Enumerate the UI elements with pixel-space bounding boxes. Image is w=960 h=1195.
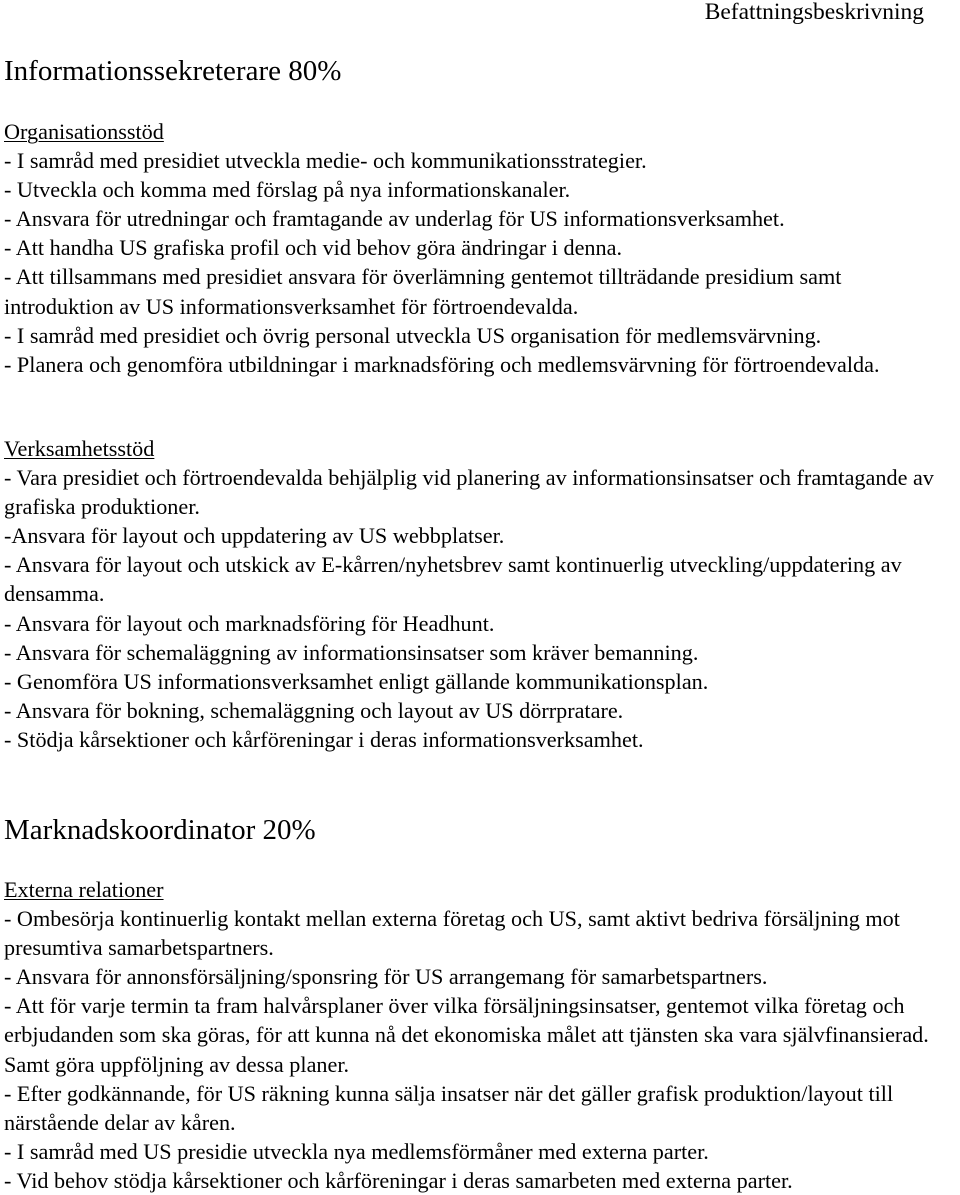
list-item: - Genomföra US informationsverksamhet enligt gällande kommunikationsplan.	[4, 668, 709, 694]
section-organisationsstod	[4, 117, 954, 379]
section-heading: Verksamhetsstöd	[4, 436, 155, 461]
list-item: - I samråd med presidiet och övrig personal utveckla US organisation för medlemsvärvning.	[4, 322, 822, 348]
role-title-marknadskoordinator: Marknadskoordinator 20%	[4, 814, 316, 846]
list-item: - Att tillsammans med presidiet ansvara för överlämning gentemot tillträdande presidium samt introduktion av US informationsverksamhet för förtroendevalda.	[4, 264, 842, 319]
list-item: - Vara presidiet och förtroendevalda behjälplig vid planering av informationsinsatser och framtagande av grafiska produktioner.	[4, 465, 934, 520]
list-item: - I samråd med US presidie utveckla nya medlemsförmåner med externa parter.	[4, 1138, 709, 1164]
list-item: - Ansvara för layout och utskick av E-kårren/nyhetsbrev samt kontinuerlig utveckling/uppdatering av densamma.	[4, 552, 902, 607]
list-item: - Efter godkännande, för US räkning kunna sälja insatser när det gäller grafisk produktion/layout till närstående delar av kåren.	[4, 1080, 894, 1135]
section-externa-relationer	[4, 875, 954, 1195]
role-title-informationssekreterare: Informationssekreterare 80%	[4, 55, 342, 87]
section-heading: Organisationsstöd	[4, 119, 164, 144]
list-item: - Ansvara för annonsförsäljning/sponsring för US arrangemang för samarbetspartners.	[4, 964, 768, 990]
list-item: - Ombesörja kontinuerlig kontakt mellan externa företag och US, samt aktivt bedriva försäljning mot presumtiva samarbetspartners.	[4, 906, 900, 961]
list-item: - Ansvara för utredningar och framtagande av underlag för US informationsverksamhet.	[4, 206, 785, 232]
list-item: - Att handha US grafiska profil och vid behov göra ändringar i denna.	[4, 235, 622, 261]
document-type-header: Befattningsbeskrivning	[704, 0, 924, 25]
list-item: - Stödja kårsektioner och kårföreningar i deras informationsverksamhet.	[4, 726, 644, 752]
list-item: - Ansvara för layout och marknadsföring för Headhunt.	[4, 610, 495, 636]
list-item: - Utveckla och komma med förslag på nya informationskanaler.	[4, 177, 571, 203]
list-item: - I samråd med presidiet utveckla medie- och kommunikationsstrategier.	[4, 148, 647, 174]
list-item: - Att för varje termin ta fram halvårsplaner över vilka försäljningsinsatser, gentemot vilka företag och erbjudanden som ska göras, för att kunna nå det ekonomiska målet att tjänsten ska vara självfinansierad. Samt göra uppföljning av dessa planer.	[4, 993, 929, 1077]
section-heading: Externa relationer	[4, 877, 164, 902]
list-item: -Ansvara för layout och uppdatering av US webbplatser.	[4, 523, 505, 549]
section-verksamhetsstod	[4, 434, 954, 754]
list-item: - Ansvara för bokning, schemaläggning och layout av US dörrpratare.	[4, 697, 624, 723]
list-item: - Ansvara för schemaläggning av informationsinsatser som kräver bemanning.	[4, 639, 699, 665]
list-item: - Planera och genomföra utbildningar i marknadsföring och medlemsvärvning för förtroendevalda.	[4, 351, 880, 377]
list-item: - Vid behov stödja kårsektioner och kårföreningar i deras samarbeten med externa parter.	[4, 1167, 793, 1193]
